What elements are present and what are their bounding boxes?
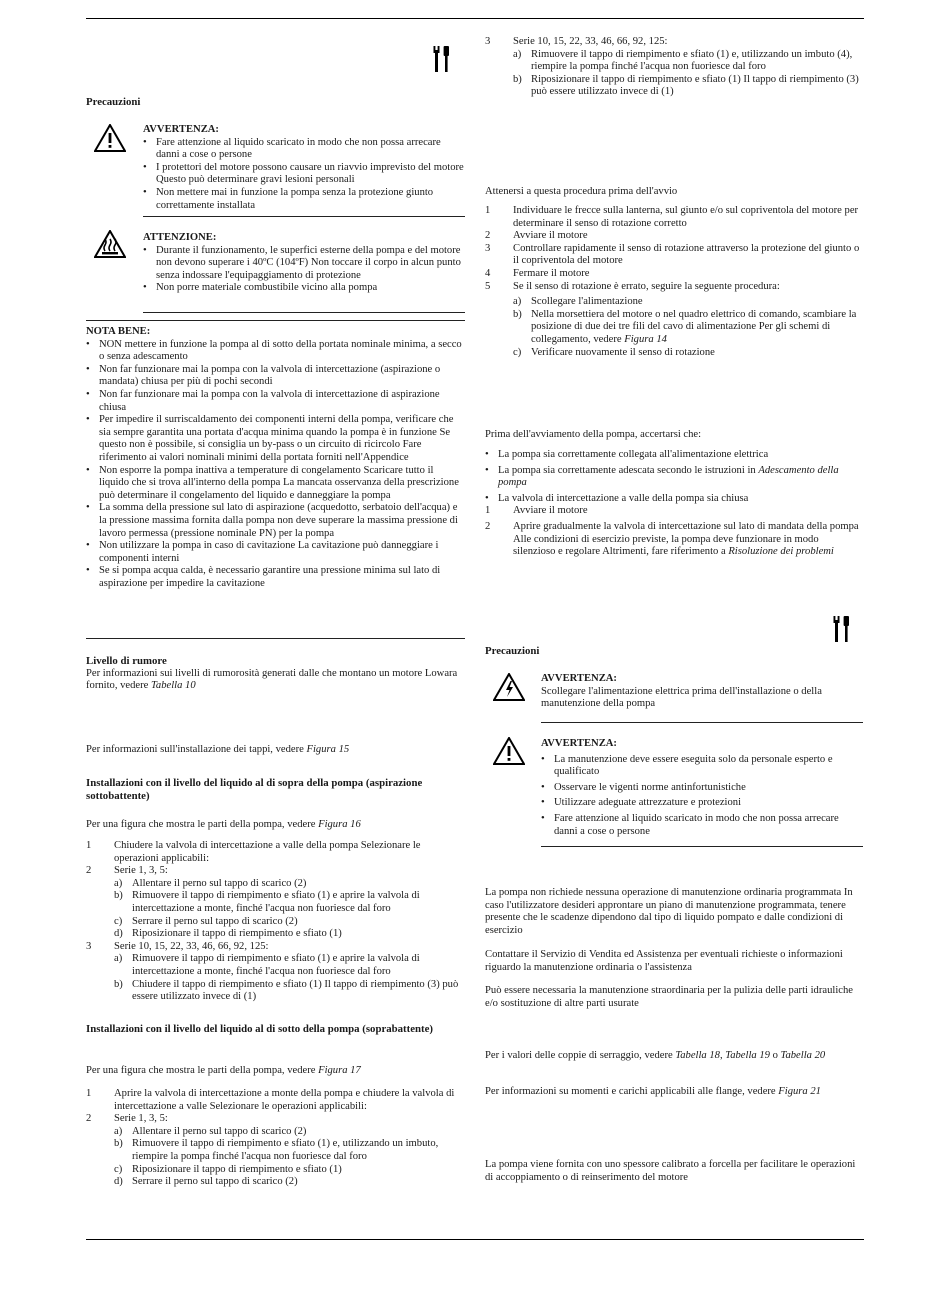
torque-text: Per i valori delle coppie di serraggio, vedere Tabella 18, Tabella 19 o Tabella 20 [485,1050,826,1061]
warning-title: AVVERTENZA: [541,673,617,684]
list-item: a) Rimuovere il tappo di riempimento e sfiato (1) e aprire la valvola di intercettazione a monte, finché l'acqua non fuoriesce dal foro [114,953,420,977]
list-item: • Fare attenzione al liquido scaricato in modo che non possa arrecare danni a cose o persone [143,136,441,161]
below-pump-heading: Installazioni con il livello del liquido al di sotto della pompa (soprabattente) [86,1023,434,1035]
list-item: d) Serrare il perno sul tappo di scarico (2) [114,1176,298,1188]
list-item: • Non esporre la pompa inattiva a temperature di congelamento Scaricare tutto il liquido che si trova all'interno della pompa La mancata osservanza della prescrizione può determinare il congelamento del liquido e danneggiare la pompa [86,464,459,501]
list-item: 2 Avviare il motore [485,230,588,242]
list-item: c) Riposizionare il tappo di riempimento e sfiato (1) [114,1163,342,1175]
list-item: 1 Individuare le frecce sulla lanterna, sul giunto e/o sul copriventola del motore per determinare il senso di rotazione corretto [485,205,859,229]
list-item: • NON mettere in funzione la pompa al di sotto della portata nominale minima, a secco o senza adescamento [86,338,462,363]
list-item: c) Verificare nuovamente il senso di rotazione [513,346,715,358]
list-item: d) Riposizionare il tappo di riempimento e sfiato (1) [114,928,342,940]
nota-bene-box [86,326,465,590]
warning-box-2 [541,673,863,711]
list-item: • Non far funzionare mai la pompa con la valvola di intercettazione (aspirazione o mandata) chiusa per più di pochi secondi [86,363,441,388]
list-item: • Durante il funzionamento, le superfici esterne della pompa e del motore non devono superare i 40ºC (104ºF) Non toccare il corpo in alcun punto senza indossare l'equipaggiamento di protezione [143,244,461,281]
list-item: • La manutenzione deve essere eseguita solo da personale esperto e qualificato [541,753,833,778]
wrench-screwdriver-icon [833,616,851,642]
list-item: a) Allentare il perno sul tappo di scarico (2) [114,1125,307,1137]
noise-heading: Livello di rumore [86,655,167,667]
attention-title: ATTENZIONE: [143,232,217,243]
electric-shock-icon [493,673,525,701]
flange-text: Per informazioni su momenti e carichi applicabili alle flange, vedere Figura 21 [485,1086,821,1097]
startup-checklist [485,449,863,559]
list-item: b) Rimuovere il tappo di riempimento e sfiato (1) e aprire la valvola di intercettazione a monte, finché l'acqua non fuoriesce dal foro [114,890,420,914]
plug-install-text: Per informazioni sull'installazione dei tappi, vedere Figura 15 [86,744,350,755]
list-item: 1 Chiudere la valvola di intercettazione a valle della pompa Selezionare le operazioni applicabili: [86,840,421,864]
list-item: a) Rimuovere il tappo di riempimento e sfiato (1) e, utilizzando un imbuto (4), riempire la pompa finché l'acqua non fuoriesce dal foro [513,48,853,73]
warning-triangle-icon [94,124,126,152]
warning-title: AVVERTENZA: [541,738,617,749]
list-item: • Per impedire il surriscaldamento dei componenti interni della pompa, verificare che sia sempre garantita una portata d'acqua minima quando la pompa è in funzione Se questo non è possibile, si consiglia un by-pass o un circuito di ricircolo Fare riferimento ai valori nominali minimi della portata forniti nell'Appendice [86,414,454,463]
fill-steps-continued [485,36,863,99]
list-item: • La somma della pressione sul lato di aspirazione (acquedotto, serbatoio dell'acqua) e la pressione massima fornita dalla pompa non deve superare la massima pressione di lavoro permessa (pressione nominale PN) per la pompa [86,502,458,539]
divider [541,722,863,723]
warning-triangle-icon [493,737,525,765]
list-item: 1 Avviare il motore [485,505,588,517]
list-item: • Osservare le vigenti norme antinfortunistiche [541,781,746,793]
list-item: • Non far funzionare mai la pompa con la valvola di intercettazione di aspirazione chiusa [86,388,440,413]
maintenance-paragraph-2: Contattare il Servizio di Vendita ed Assistenza per eventuali richieste o informazioni riguardo la manutenzione ordinaria o l'assistenza [485,949,843,973]
list-item: • I protettori del motore possono causare un riavvio imprevisto del motore Questo può determinare gravi lesioni personali [143,161,464,186]
rotation-steps [485,205,863,359]
below-pump-figure-text: Per una figura che mostra le parti della pompa, vedere Figura 17 [86,1065,361,1076]
nota-bene-title: NOTA BENE: [86,326,151,337]
divider [541,846,863,847]
divider [143,216,465,217]
bottom-rule [86,1239,864,1240]
list-item: a) Allentare il perno sul tappo di scarico (2) [114,877,307,889]
list-item: • Fare attenzione al liquido scaricato in modo che non possa arrecare danni a cose o persone [541,812,839,837]
list-item: 3 Serie 10, 15, 22, 33, 46, 66, 92, 125: [86,940,269,952]
list-item: b) Nella morsettiera del motore o nel quadro elettrico di comando, scambiare la posizione di due dei tre fili del cavo di alimentazione Per gli schemi di collegamento, vedere Figura 14 [513,308,857,345]
list-item: b) Rimuovere il tappo di riempimento e sfiato (1) e, utilizzando un imbuto, riempire la pompa finché l'acqua non fuoriesce dal foro [114,1138,439,1162]
list-item: • Se si pompa acqua calda, è necessario garantire una pressione minima sul lato di aspirazione per impedire la cavitazione [86,565,441,589]
list-item: 3 Controllare rapidamente il senso di rotazione attraverso la protezione del giunto o il copriventola del motore [485,242,860,267]
list-item: 2 Serie 1, 3, 5: [86,865,168,877]
precautions-heading: Precauzioni [86,96,141,108]
list-item: • Non porre materiale combustibile vicino alla pompa [143,282,378,294]
startup-intro: Prima dell'avviamento della pompa, accertarsi che: [485,429,702,440]
hot-surface-icon [94,230,126,258]
list-item: • Non mettere mai in funzione la pompa senza la protezione giunto correttamente installata [143,186,434,211]
warning-box-1 [143,124,465,212]
noise-text: Per informazioni sui livelli di rumorosità generati dalle che montano un motore Lowara fornito, vedere Tabella 10 [86,667,458,692]
warning-box-3 [541,738,863,838]
rotation-intro: Attenersi a questa procedura prima dell'avvio [485,186,678,197]
wrench-screwdriver-icon [433,46,451,72]
shim-text: La pompa viene fornita con uno spessore calibrato a forcella per facilitare le operazioni di accoppiamento o di reinserimento del motore [485,1159,856,1183]
list-item: 3 Serie 10, 15, 22, 33, 46, 66, 92, 125: [485,36,668,47]
list-item: • La pompa sia correttamente adescata secondo le istruzioni in Adescamento della pompa [485,464,839,489]
maintenance-paragraph-3: Può essere necessaria la manutenzione straordinaria per la pulizia delle parti idrauliche e/o sostituzione di altre parti usurate [485,985,853,1009]
list-item: c) Serrare il perno sul tappo di scarico (2) [114,915,298,927]
above-pump-heading: Installazioni con il livello del liquido al di sopra della pompa (aspirazione sottobattente) [86,777,423,802]
list-item: • Utilizzare adeguate attrezzature e protezioni [541,797,742,809]
attention-box [143,232,465,295]
list-item: b) Chiudere il tappo di riempimento e sfiato (1) Il tappo di riempimento (3) può essere utilizzato invece di (1) [114,978,459,1003]
above-pump-steps [86,840,465,1004]
list-item: • Non utilizzare la pompa in caso di cavitazione La cavitazione può danneggiare i componenti interni [86,540,439,564]
list-item: 1 Aprire la valvola di intercettazione a monte della pompa e chiudere la valvola di intercettazione a valle Selezionare le operazioni applicabili: [86,1088,455,1112]
noise-section [86,655,465,693]
list-item: a) Scollegare l'alimentazione [513,296,643,308]
list-item: b) Riposizionare il tappo di riempimento e sfiato (1) Il tappo di riempimento (3) può essere utilizzato invece di (1) [513,73,859,98]
list-item: 2 Serie 1, 3, 5: [86,1113,168,1125]
above-pump-figure-text: Per una figura che mostra le parti della pompa, vedere Figura 16 [86,819,361,830]
maintenance-paragraph-1: La pompa non richiede nessuna operazione di manutenzione ordinaria programmata In caso l'utilizzatore desideri approntare un piano di manutenzione programmata, tenere presente che le scadenze dipendono dal tipo di liquido pompato e dalle condizioni di esercizio [485,887,853,936]
below-pump-steps [86,1088,465,1189]
list-item: 2 Aprire gradualmente la valvola di intercettazione sul lato di mandata della pompa Alle condizioni di esercizio previste, la pompa deve funzionare in modo silenzioso e regolare Altrimenti, fare riferimento a Risoluzione dei problemi [485,520,859,558]
list-item: • La valvola di intercettazione a valle della pompa sia chiusa [485,492,749,504]
list-item: 4 Fermare il motore [485,267,590,279]
divider [86,638,465,639]
top-rule [86,18,864,19]
list-item: 5 Se il senso di rotazione è errato, seguire la seguente procedura: [485,280,780,292]
precautions-heading: Precauzioni [485,645,540,657]
warning-title: AVVERTENZA: [143,124,219,135]
divider [143,312,465,313]
list-item: • La pompa sia correttamente collegata all'alimentazione elettrica [485,449,769,460]
divider [86,320,465,321]
warning-text: Scollegare l'alimentazione elettrica prima dell'installazione o della manutenzione della pompa [541,685,822,710]
